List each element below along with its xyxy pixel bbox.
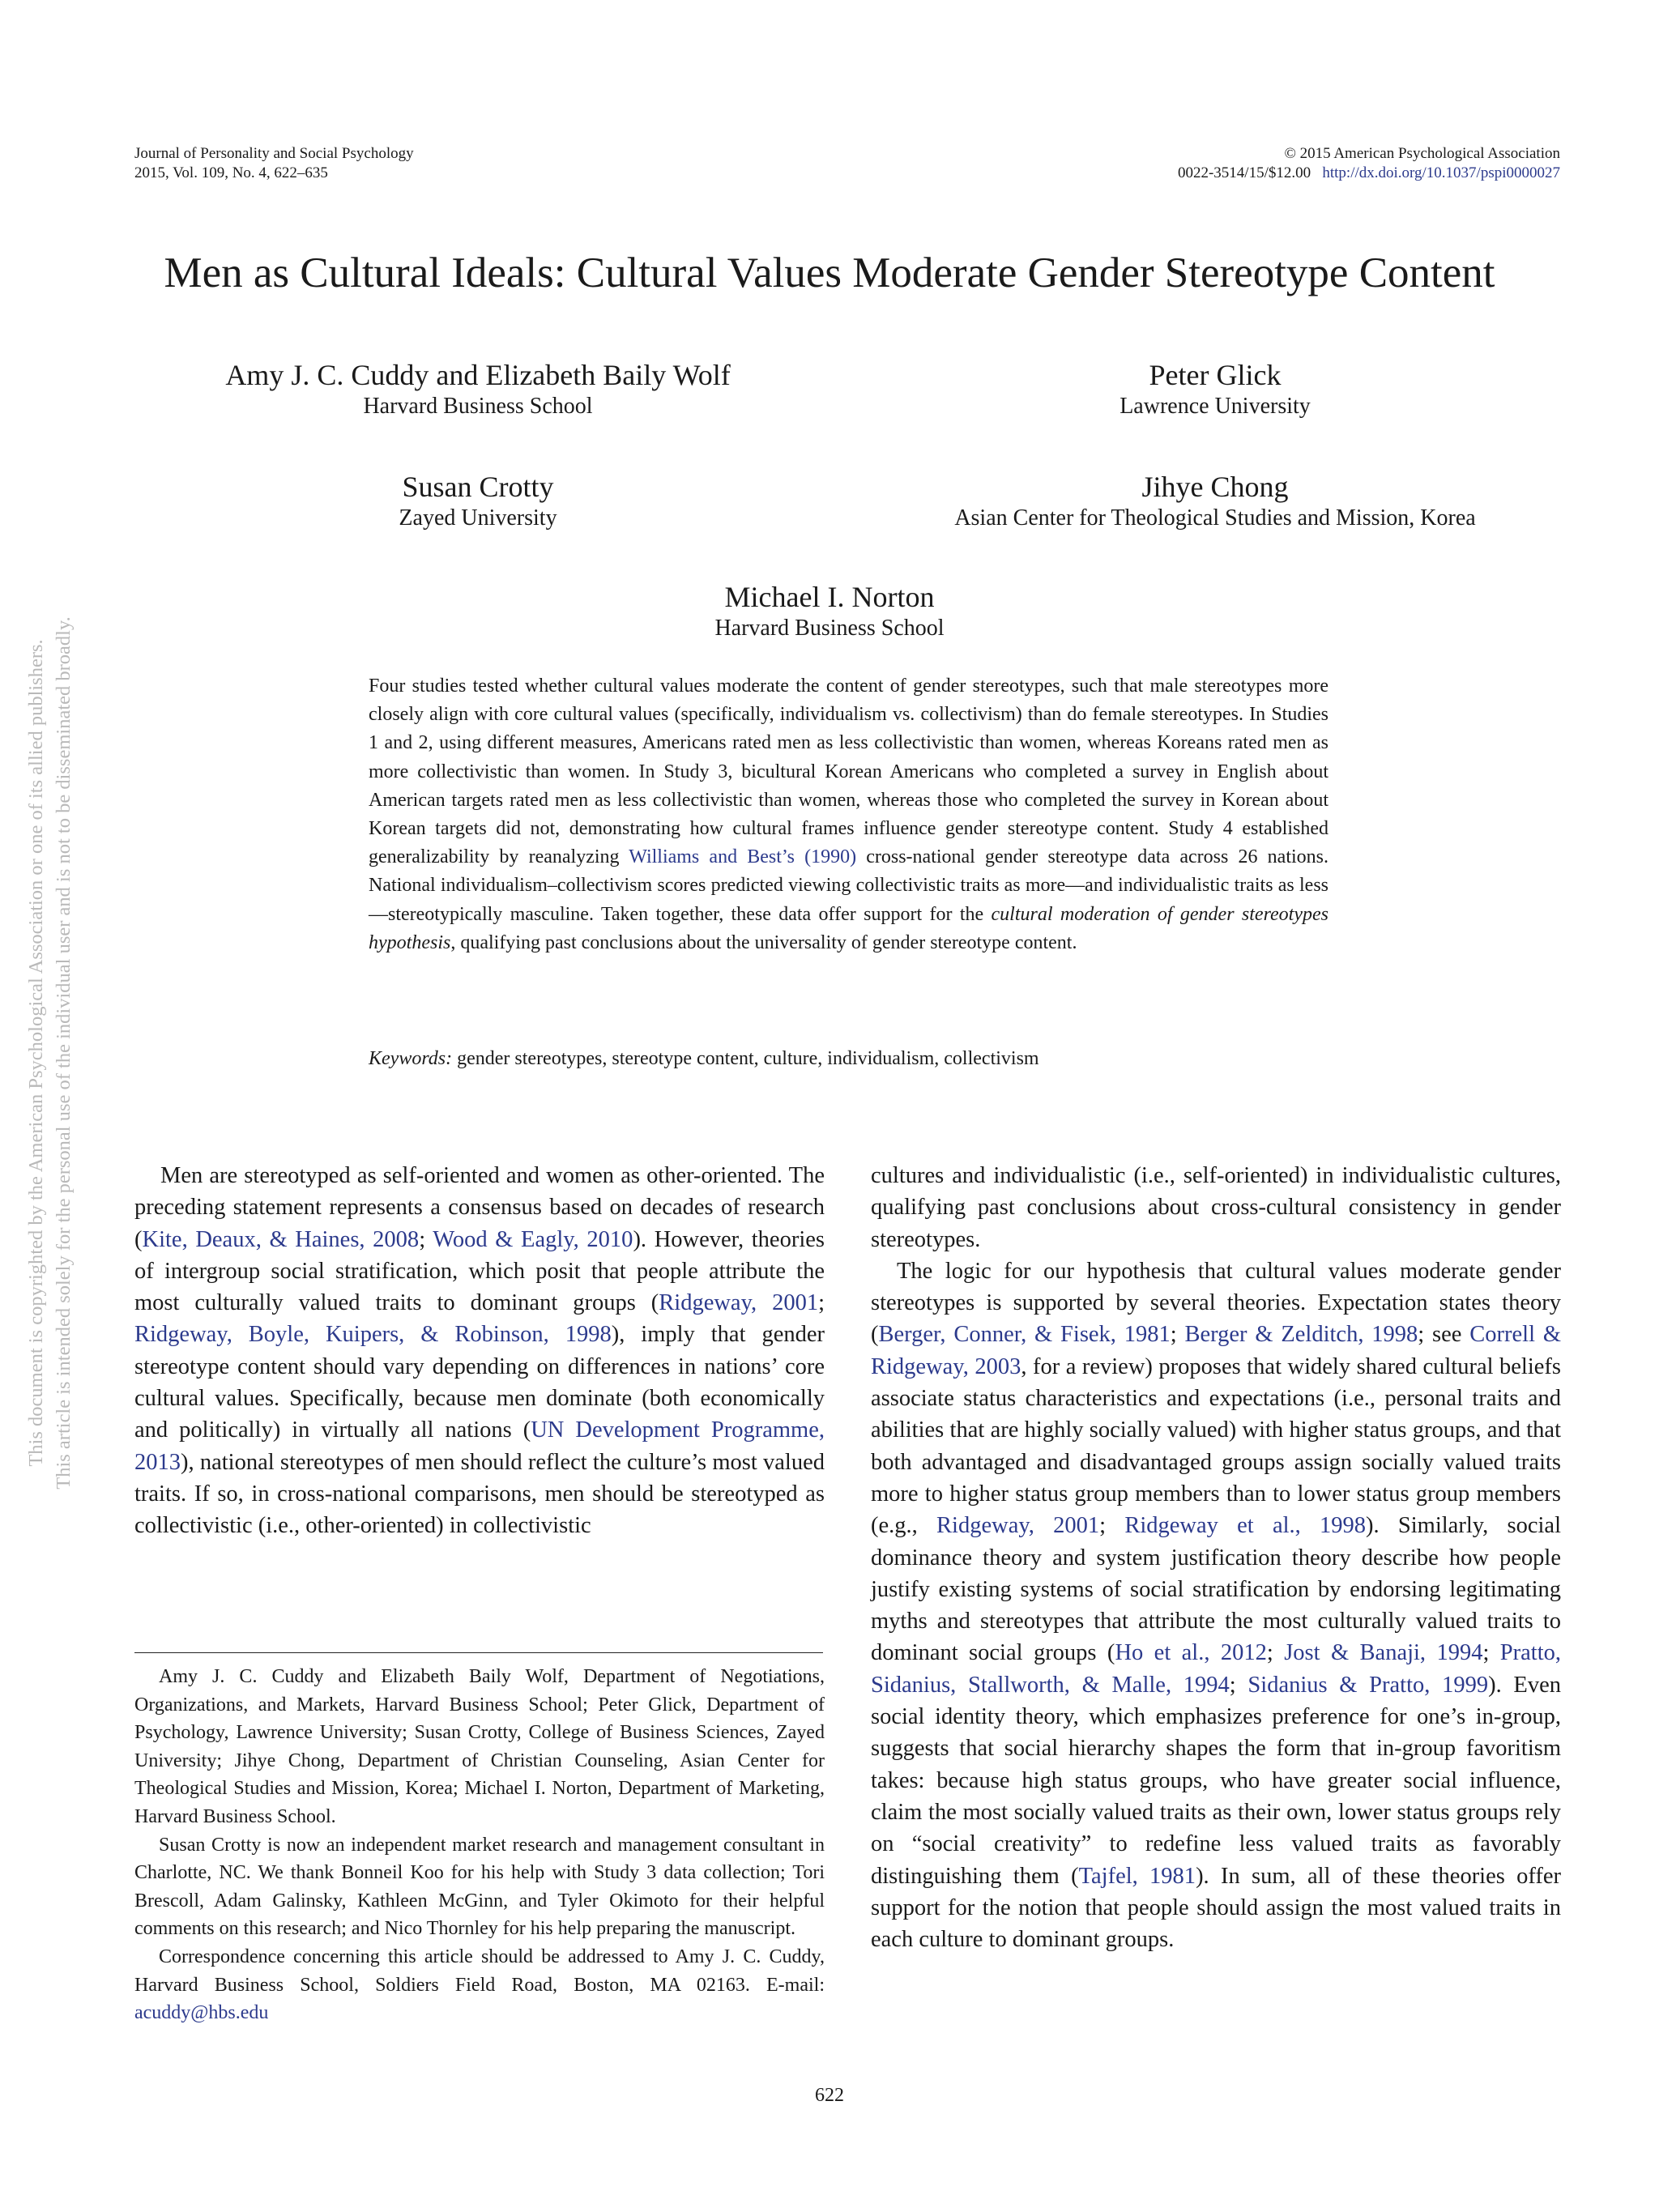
hypothesis-name: cultural moderation of gender stereotypes hypothesis	[369, 903, 1328, 953]
citation-link[interactable]: Ho et al., 2012	[1115, 1640, 1267, 1666]
footnote-affiliations: Amy J. C. Cuddy and Elizabeth Baily Wolf, Department of Negotiations, Organizations, and Markets, Harvard Business School; Peter Glick, Department of Psychology, Lawrence University; Susan Crotty, College of Business Sciences, Zayed University; Jihye Chong, Department of Christian Counseling, Asian Center for Theological Studies and Mission, Korea; Michael I. Norton, Department of Marketing, Harvard Business School.	[134, 1666, 825, 1827]
body-text: ), imply that gender stereotype content should vary depending on differences in nations’ core cultural values. Specifically, because men dominate (both economically and politically) in virtually all nations (	[134, 1322, 825, 1443]
author-name: Peter Glick	[1149, 359, 1282, 391]
citation-link[interactable]: Ridgeway, Boyle, Kuipers, & Robinson, 1998	[134, 1322, 612, 1348]
body-text: ;	[419, 1226, 433, 1252]
body-text: ;	[818, 1290, 825, 1316]
body-paragraph	[134, 1160, 825, 1542]
body-text: ). However, theories of intergroup social stratification, which posit that people attribute the most culturally valued traits to dominant groups (	[134, 1226, 825, 1316]
body-text: ;	[1266, 1640, 1285, 1666]
copyright-notice: © 2015 American Psychological Association	[1284, 145, 1560, 162]
body-column-left	[134, 1160, 825, 1542]
body-text: ;	[1482, 1640, 1500, 1666]
body-text: ). In sum, all of these theories offer support for the notion that people should assign the most valued traits in each culture to dominant groups.	[871, 1863, 1561, 1953]
doi-link[interactable]: http://dx.doi.org/10.1037/pspi0000027	[1322, 164, 1560, 181]
body-text: ). Similarly, social dominance theory and system justification theory describe how people justify existing systems of social stratification by endorsing legitimating myths and stereotypes that attribute the most culturally valued traits to dominant social groups (	[871, 1513, 1561, 1666]
abstract-text: cross-national gender stereotype data across 26 nations. National individualism–collectivism scores predicted viewing collectivistic traits as more—and individualistic traits as less—stereotypically masculine. Taken together, these data offer support for the	[369, 846, 1328, 925]
author-block-cuddy-wolf	[154, 358, 802, 421]
citation-link[interactable]: Wood & Eagly, 2010	[433, 1226, 633, 1252]
author-affiliation: Harvard Business School	[363, 394, 593, 419]
body-text: ), national stereotypes of men should reflect the culture’s most valued traits. If so, in cross-national comparisons, men should be stereotyped as collectivistic (i.e., other-oriented) in collectivistic	[134, 1449, 825, 1539]
citation-link[interactable]: Ridgeway, 2001	[659, 1290, 819, 1316]
body-text: , for a review) proposes that widely shared cultural beliefs associate status characteristics and expectations (i.e., personal traits and abilities that are highly socially valued) with higher status groups, and that both advantaged and disadvantaged groups assign socially valued traits more to higher status group members than to lower status group members (e.g.,	[871, 1353, 1561, 1539]
author-block-crotty	[275, 470, 680, 533]
keywords-list: gender stereotypes, stereotype content, culture, individualism, collectivism	[452, 1048, 1039, 1069]
body-text: ;	[1099, 1513, 1125, 1539]
author-name: Susan Crotty	[402, 471, 554, 503]
footnote-acknowledgments: Susan Crotty is now an independent market research and management consultant in Charlotte, NC. We thank Bonneil Koo for his help with Study 3 data collection; Tori Brescoll, Adam Galinsky, Kathleen McGinn, and Tyler Okimoto for their helpful comments on this research; and Nico Thornley for his help preparing the manuscript.	[134, 1834, 825, 1940]
author-affiliation: Asian Center for Theological Studies and Mission, Korea	[954, 505, 1476, 531]
copyright-header	[1178, 144, 1560, 183]
author-affiliation: Zayed University	[399, 505, 557, 531]
author-affiliation: Harvard Business School	[714, 616, 945, 641]
author-name: Jihye Chong	[1141, 471, 1289, 503]
body-paragraph	[871, 1255, 1561, 1956]
citation-link[interactable]: Tajfel, 1981	[1078, 1863, 1196, 1889]
citation-link[interactable]: Sidanius & Pratto, 1999	[1247, 1672, 1489, 1698]
abstract-text: , qualifying past conclusions about the universality of gender stereotype content.	[450, 931, 1077, 953]
author-name: Michael I. Norton	[724, 581, 935, 613]
footnote-correspondence	[134, 1943, 825, 2027]
body-text: ;	[1170, 1322, 1185, 1348]
footnote-divider	[134, 1652, 823, 1653]
body-text: Men are stereotyped as self-oriented and women as other-oriented. The preceding statement represents a consensus based on decades of research (	[134, 1163, 825, 1252]
keywords	[369, 1045, 1328, 1073]
citation-link[interactable]: UN Development Programme, 2013	[134, 1417, 825, 1475]
keywords-label: Keywords:	[369, 1048, 453, 1069]
article-title: Men as Cultural Ideals: Cultural Values Moderate Gender Stereotype Content	[164, 249, 1495, 296]
journal-header	[134, 144, 414, 183]
author-block-chong	[875, 470, 1555, 533]
citation-link[interactable]: Kite, Deaux, & Haines, 2008	[142, 1226, 420, 1252]
body-text: ; see	[1418, 1322, 1470, 1348]
citation-link[interactable]: Ridgeway, 2001	[936, 1513, 1100, 1539]
citation-link[interactable]: Ridgeway et al., 1998	[1124, 1513, 1367, 1539]
watermark-line: This article is intended solely for the personal use of the individual user and is not to be disseminated broadly.	[53, 616, 75, 1490]
body-text: ). Even social identity theory, which emphasizes preference for one’s in-group, suggests that social hierarchy shapes the form that in-group favoritism takes: because high status groups, who have greater social influence, claim the most socially valued traits as their own, lower status groups rely on “social creativity” to redefine less valued traits as favorably distinguishing them (	[871, 1672, 1561, 1889]
body-text: ;	[1229, 1672, 1248, 1698]
page-number: 622	[815, 2085, 844, 2106]
abstract-text: Four studies tested whether cultural values moderate the content of gender stereotypes, such that male stereotypes more closely align with core cultural values (specifically, individualism vs. collectivism) than do female stereotypes. In Studies 1 and 2, using different measures, Americans rated men as less collectivistic than women, whereas Koreans rated men as more collectivistic than women. In Study 3, bicultural Korean Americans who completed a survey in English about American targets rated men as less collectivistic than women, whereas those who completed the survey in Korean about Korean targets did not, demonstrating how cultural frames influence gender stereotype content. Study 4 established generalizability by reanalyzing	[369, 676, 1328, 868]
journal-issue: 2015, Vol. 109, No. 4, 622–635	[134, 164, 328, 181]
author-affiliation: Lawrence University	[1120, 394, 1311, 419]
body-column-right	[871, 1160, 1561, 1955]
citation-link[interactable]: Berger, Conner, & Fisek, 1981	[878, 1322, 1171, 1348]
citation-link[interactable]: Jost & Banaji, 1994	[1284, 1640, 1483, 1666]
citation-link[interactable]: Pratto, Sidanius, Stallworth, & Malle, 1994	[871, 1640, 1561, 1698]
author-name: Amy J. C. Cuddy and Elizabeth Baily Wolf	[225, 359, 731, 391]
citation-link[interactable]: Williams and Best’s (1990)	[629, 846, 857, 868]
author-note	[134, 1663, 825, 2027]
correspondence-text: Correspondence concerning this article should be addressed to Amy J. C. Cuddy, Harvard Business School, Soldiers Field Road, Boston, MA 02163. E-mail:	[134, 1946, 825, 1996]
journal-name: Journal of Personality and Social Psychology	[134, 145, 414, 162]
copyright-watermark	[23, 445, 78, 1660]
email-link[interactable]: acuddy@hbs.edu	[134, 2002, 269, 2024]
body-text: The logic for our hypothesis that cultural values moderate gender stereotypes is supported by several theories. Expectation states theory (	[871, 1258, 1561, 1348]
watermark-line: This document is copyrighted by the American Psychological Association or one of its allied publishers.	[25, 639, 47, 1467]
abstract	[369, 672, 1328, 957]
issn-doi-line	[1178, 164, 1560, 183]
author-block-glick	[972, 358, 1458, 421]
citation-link[interactable]: Berger & Zelditch, 1998	[1184, 1322, 1418, 1348]
author-block-norton	[627, 580, 1032, 643]
citation-link[interactable]: Correll & Ridgeway, 2003	[871, 1322, 1561, 1379]
issn: 0022-3514/15/$12.00	[1177, 164, 1311, 181]
body-paragraph: cultures and individualistic (i.e., self-oriented) in individualistic cultures, qualifying past conclusions about cross-cultural consistency in gender stereotypes.	[871, 1163, 1561, 1252]
